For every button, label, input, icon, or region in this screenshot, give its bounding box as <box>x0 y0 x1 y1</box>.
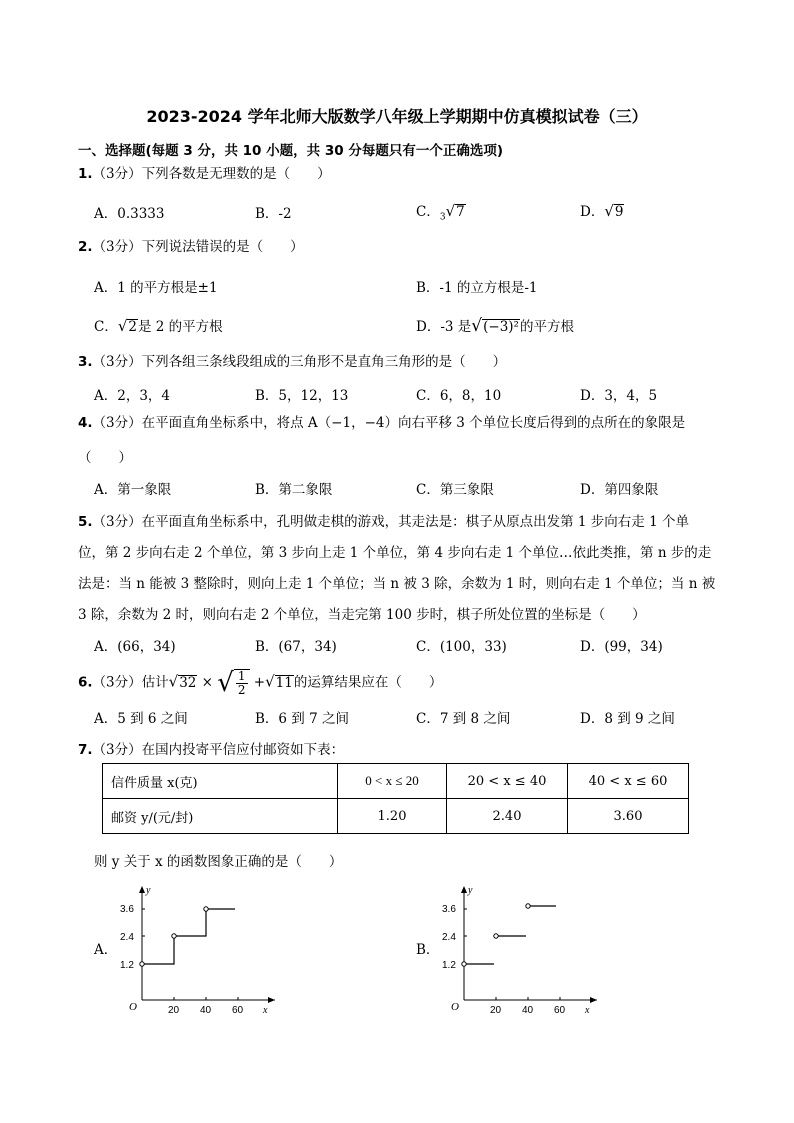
q4-option-c: C．第三象限 <box>416 482 494 498</box>
q6-option-c: C．7 到 8 之间 <box>416 711 511 727</box>
q7-graph-b <box>437 880 607 1016</box>
q7-number: 7. <box>78 742 93 758</box>
q5-line-3: 法是：当 n 能被 3 整除时，则向上走 1 个单位；当 n 被 3 除，余数为 1 时，则向右走 1 个单位；当 n 被 <box>78 576 716 592</box>
y-tick-label: 1.2 <box>442 960 456 971</box>
q2-score: （3分） <box>92 239 142 255</box>
y-axis-label: y <box>146 885 151 896</box>
y-tick-label: 3.6 <box>120 904 134 915</box>
origin-label: O <box>129 1001 137 1013</box>
q6-plus: + <box>253 674 266 691</box>
q3-number: 3. <box>78 354 93 370</box>
q1-option-d <box>580 200 624 220</box>
question-4 <box>78 408 728 439</box>
q1-option-c-label: C． <box>416 204 440 220</box>
x-tick-label: 40 <box>200 1005 212 1016</box>
table-cell-postage-label: 邮资 y/(元/封) <box>103 799 338 834</box>
radical-icon: √ <box>217 668 234 698</box>
question-3 <box>78 347 718 378</box>
x-tick-label: 40 <box>522 1005 534 1016</box>
open-point <box>494 934 498 938</box>
q6-radicand-1: 32 <box>179 674 197 691</box>
q7-ask: 则 y 关于 x 的函数图象正确的是（ ） <box>94 854 343 870</box>
q3-option-d: D．3，4，5 <box>580 388 658 404</box>
question-1 <box>78 159 718 190</box>
table-cell-range-1: 0 < x ≤ 20 <box>338 764 447 799</box>
question-2 <box>78 232 718 263</box>
x-tick-label: 20 <box>168 1005 180 1016</box>
q7-option-b-label: B． <box>416 942 440 958</box>
y-axis-label: y <box>468 885 473 896</box>
q2-option-d-label: D．-3 是 <box>416 319 472 335</box>
y-tick-label: 2.4 <box>442 932 456 943</box>
q5-line-2: 位，第 2 步向右走 2 个单位，第 3 步向上走 1 个单位，第 4 步向右走 1 个单位…依此类推，第 n 步的走 <box>78 545 712 561</box>
q5-option-a: A．(66，34) <box>94 639 176 655</box>
exam-title: 2023-2024 学年北师大版数学八年级上学期期中仿真模拟试卷（三） <box>146 107 648 126</box>
table-cell-weight-label: 信件质量 x(克) <box>103 764 338 799</box>
open-point <box>526 904 530 908</box>
q2-d-tail: 的平方根 <box>519 319 574 335</box>
q4-number: 4. <box>78 415 93 431</box>
q6-option-d: D．8 到 9 之间 <box>580 711 675 727</box>
postage-table <box>102 763 689 834</box>
q5-number: 5. <box>78 514 93 530</box>
q6-radicand-2: 11 <box>275 674 293 691</box>
q1-d-radicand: 9 <box>614 204 624 220</box>
q6-fraction <box>234 669 250 697</box>
q3-option-b: B．5，12，13 <box>255 388 349 404</box>
q2-option-a: A．1 的平方根是±1 <box>94 280 218 296</box>
q4-stem: 在平面直角坐标系中，将点 A（−1，−4）向右平移 3 个单位长度后得到的点所在的象限是 <box>141 415 686 431</box>
q7-stem: 在国内投寄平信应付邮资如下表： <box>141 742 345 758</box>
q3-score: （3分） <box>92 354 142 370</box>
x-arrow-icon <box>268 997 275 1003</box>
q5-text-1: 在平面直角坐标系中，孔明做走棋的游戏，其走法是：棋子从原点出发第 1 步向右走 1 个单 <box>141 514 689 530</box>
q3-stem: 下列各组三条线段组成的三角形不是直角三角形的是（ ） <box>141 354 507 370</box>
x-tick-label: 60 <box>554 1005 566 1016</box>
radical-icon: √ <box>168 672 179 691</box>
q2-option-c <box>94 315 223 335</box>
x-tick-label: 20 <box>490 1005 502 1016</box>
q5-score: （3分） <box>92 514 142 530</box>
radical-icon: √ <box>265 672 275 691</box>
q7-graph-a <box>115 880 285 1016</box>
step-line <box>144 909 235 964</box>
table-cell-price-1: 1.20 <box>338 799 447 834</box>
open-point <box>140 962 144 966</box>
q6-option-b: B．6 到 7 之间 <box>255 711 349 727</box>
x-tick-label: 60 <box>232 1005 244 1016</box>
q5-option-c: C．(100，33) <box>416 639 507 655</box>
q5-option-b: B．(67，34) <box>255 639 337 655</box>
q7-score: （3分） <box>92 742 142 758</box>
q6-post: 的运算结果应在（ ） <box>293 674 443 691</box>
q2-option-d <box>416 315 574 336</box>
q5-line-4: 3 除，余数为 2 时，则向右走 2 个单位，当走完第 100 步时，棋子所处位置的坐标是（ ） <box>78 607 646 623</box>
q6-score: （3分） <box>92 674 142 691</box>
q6-pre: 估计 <box>141 674 169 691</box>
table-row <box>103 764 689 799</box>
q5-line-1 <box>78 510 689 530</box>
origin-label: O <box>451 1001 459 1013</box>
question-6 <box>78 668 442 698</box>
table-cell-range-2: 20 < x ≤ 40 <box>447 764 568 799</box>
q1-cbrt-index: 3 <box>439 212 446 223</box>
x-axis-label: x <box>585 1005 590 1016</box>
q6-frac-den: 2 <box>237 683 246 697</box>
q1-option-c <box>416 200 466 223</box>
q3-option-a: A．2，3，4 <box>94 388 171 404</box>
q1-option-b: B．-2 <box>255 206 292 222</box>
q1-c-radicand: 7 <box>456 204 465 220</box>
y-arrow-icon <box>139 886 145 893</box>
q2-d-radicand: (−3)² <box>483 319 519 335</box>
x-axis-label: x <box>263 1005 268 1016</box>
radical-icon: √ <box>604 202 614 220</box>
radical-icon: √ <box>471 316 483 336</box>
radical-icon: √ <box>445 202 456 220</box>
q6-root-fraction <box>217 668 249 698</box>
q1-stem: 下列各数是无理数的是（ ） <box>141 166 331 182</box>
open-point <box>204 907 208 911</box>
x-arrow-icon <box>590 997 597 1003</box>
q3-option-c: C．6，8，10 <box>416 388 502 404</box>
q6-option-a: A．5 到 6 之间 <box>94 711 188 727</box>
open-point <box>172 934 176 938</box>
q4-option-b: B．第二象限 <box>255 482 333 498</box>
y-arrow-icon <box>461 886 467 893</box>
q6-number: 6. <box>78 674 93 691</box>
q2-c-tail: 是 2 的平方根 <box>138 319 223 335</box>
q1-option-a: A．0.3333 <box>94 206 165 222</box>
q1-option-d-label: D． <box>580 204 605 220</box>
radical-icon: √ <box>117 317 128 335</box>
q6-frac-num: 1 <box>237 669 246 683</box>
q4-option-d: D．第四象限 <box>580 482 659 498</box>
section-heading: 一、选择题(每题 3 分，共 10 小题，共 30 分每题只有一个正确选项) <box>78 143 504 159</box>
q1-number: 1. <box>78 166 93 182</box>
q4-score: （3分） <box>92 415 142 431</box>
table-cell-range-3: 40 < x ≤ 60 <box>568 764 689 799</box>
open-point <box>462 962 466 966</box>
q2-number: 2. <box>78 239 93 255</box>
q2-option-c-label: C． <box>94 319 118 335</box>
table-row <box>103 799 689 834</box>
q2-stem: 下列说法错误的是（ ） <box>141 239 304 255</box>
y-tick-label: 1.2 <box>120 960 134 971</box>
q4-stem-paren: （ ） <box>78 450 132 466</box>
question-7 <box>78 738 344 758</box>
table-cell-price-2: 2.40 <box>447 799 568 834</box>
q2-option-b: B．-1 的立方根是-1 <box>416 280 538 296</box>
y-tick-label: 3.6 <box>442 904 456 915</box>
table-cell-price-3: 3.60 <box>568 799 689 834</box>
q7-option-a-label: A． <box>94 942 118 958</box>
q1-score: （3分） <box>92 166 142 182</box>
q4-option-a: A．第一象限 <box>94 482 172 498</box>
q5-option-d: D．(99，34) <box>580 639 663 655</box>
y-tick-label: 2.4 <box>120 932 134 943</box>
q6-times: × <box>201 674 213 691</box>
q2-c-radicand: 2 <box>128 319 137 335</box>
